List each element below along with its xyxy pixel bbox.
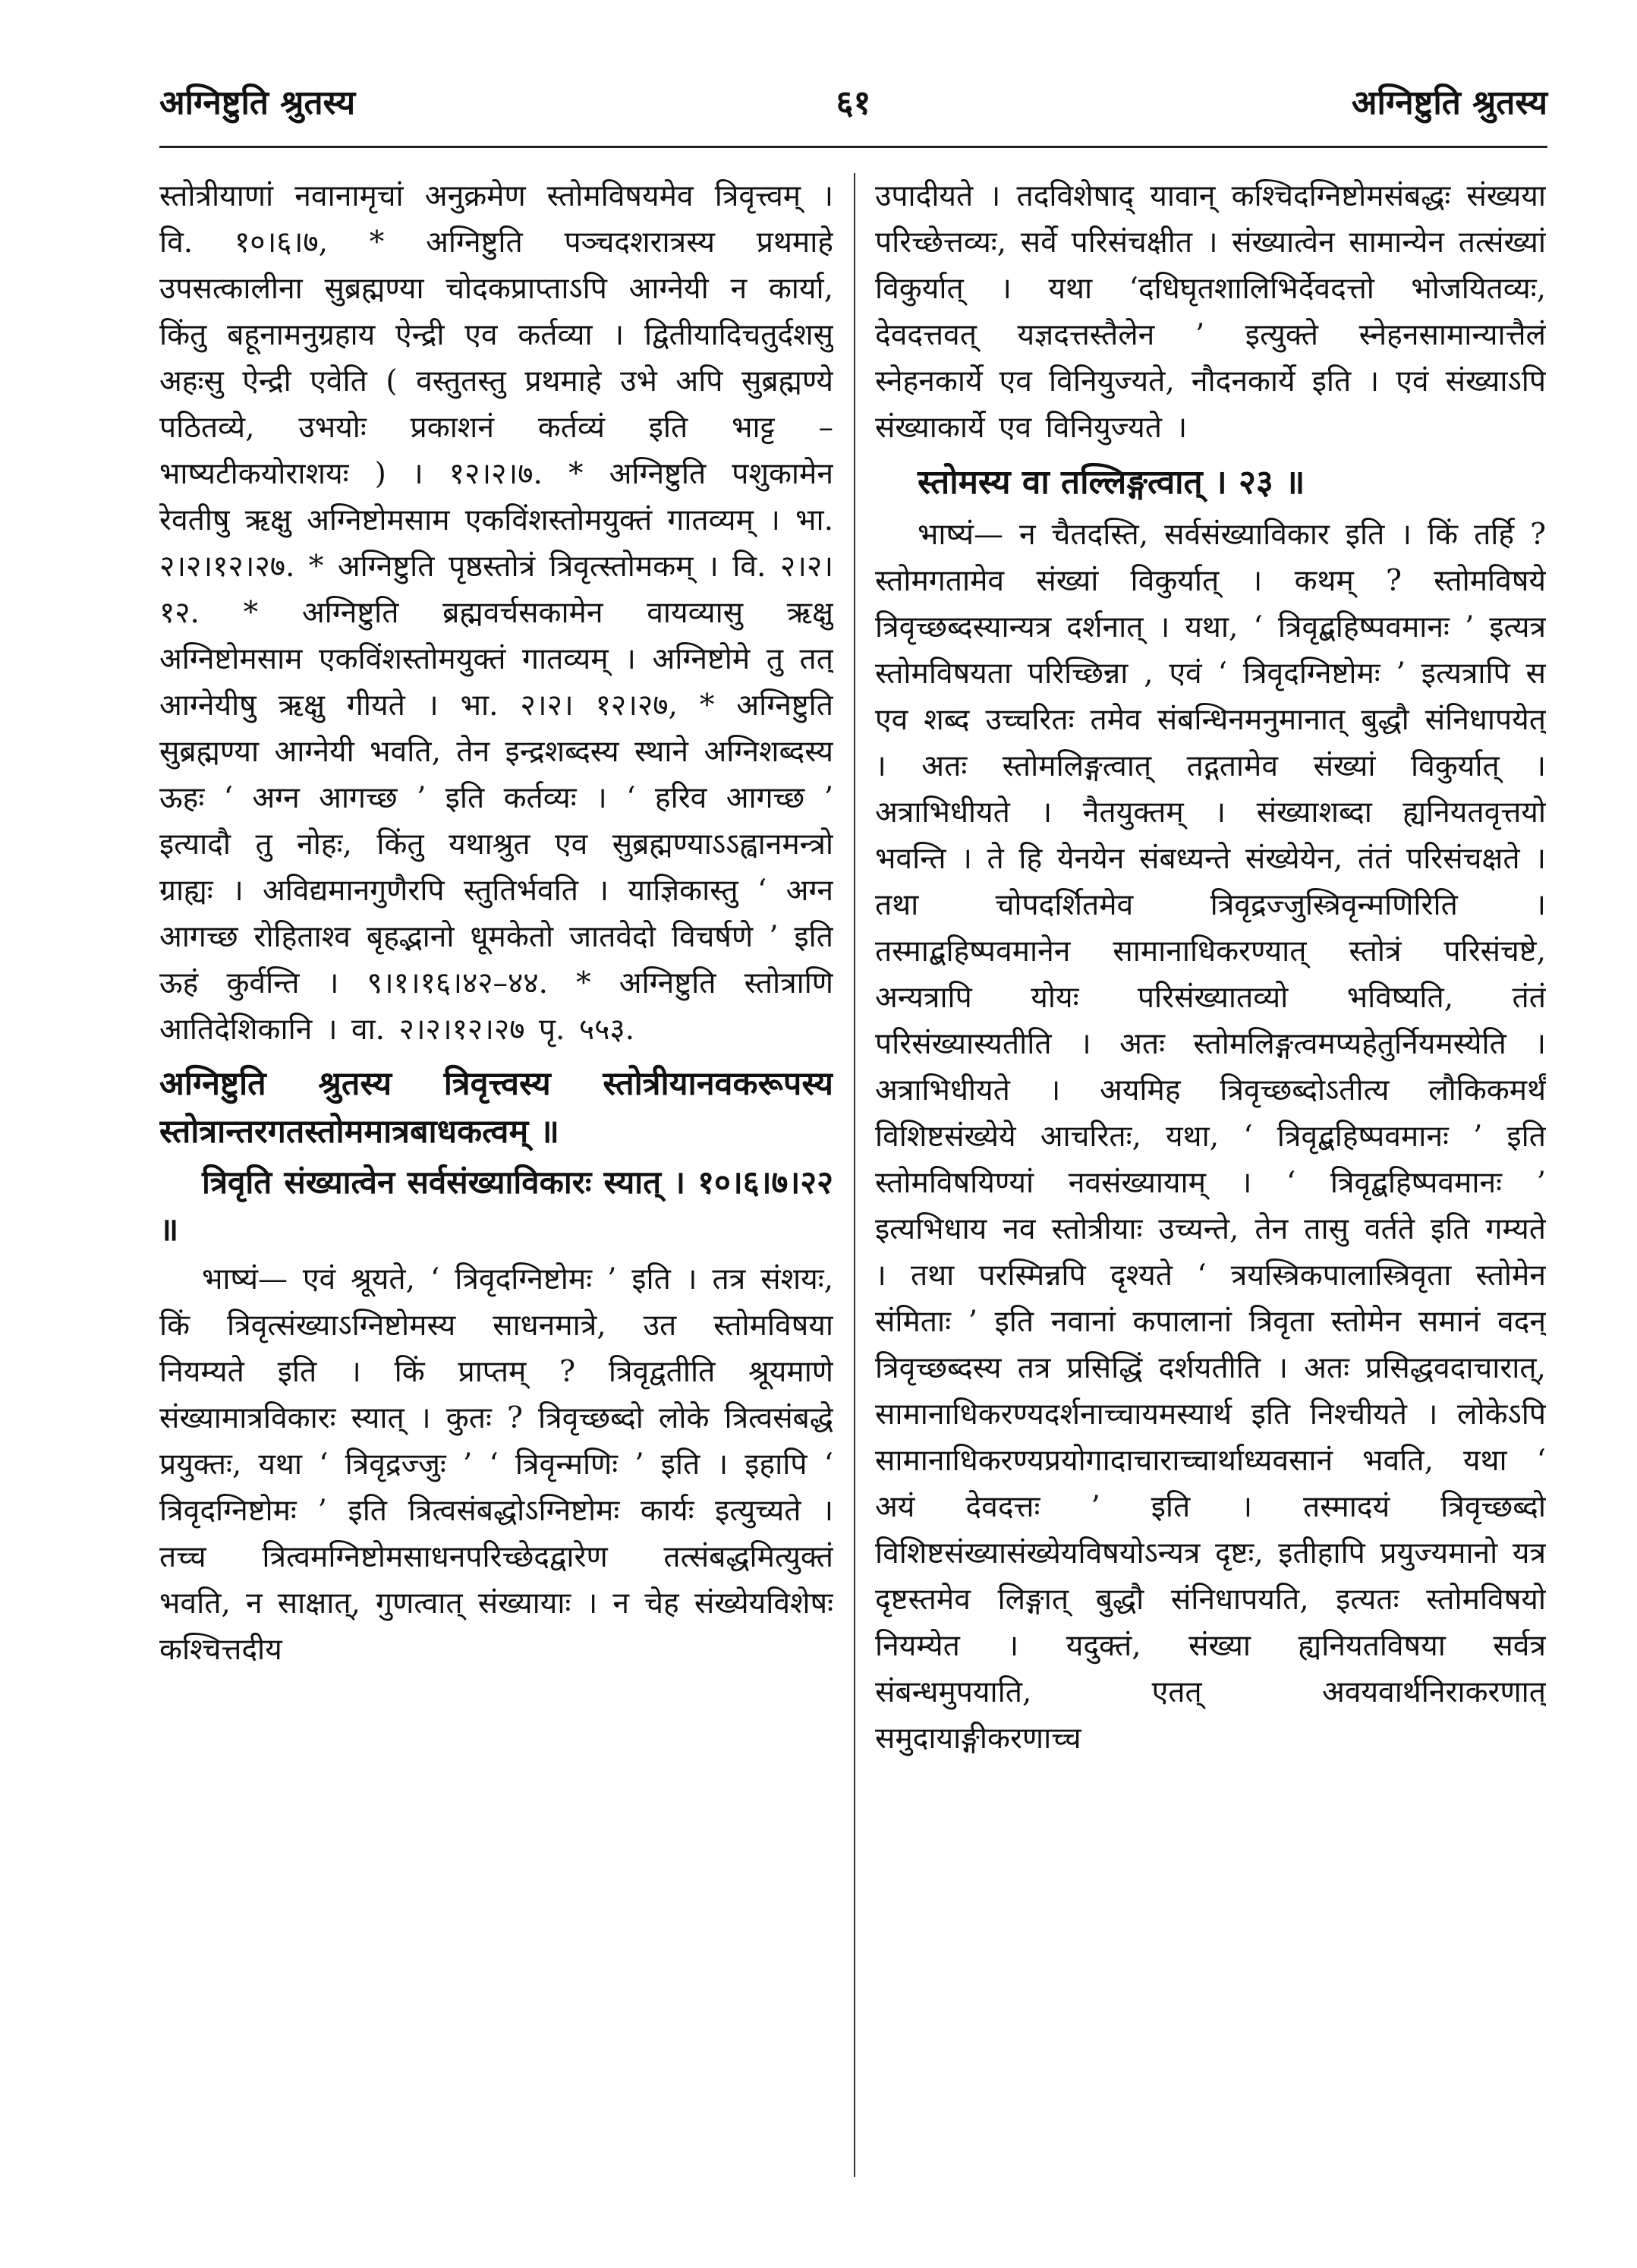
left-bhashya: भाष्यं— एवं श्रूयते, ‘ त्रिवृदग्निष्टोमः ’ इति । तत्र संशयः, किं त्रिवृत्संख्याऽग्निष्टोमस्य साधनमात्रे, उत स्तोमविषया नियम्यते इति । किं प्राप्तम् ? त्रिवृद्वतीति श्रूयमाणे संख्यामात्रविकारः स्यात् । कुतः ? त्रिवृच्छब्दो लोके त्रित्वसंबद्धे प्रयुक्तः, यथा ‘ त्रिवृद्रज्जुः ’ ‘ त्रिवृन्मणिः ’ इति । इहापि ‘ त्रिवृदग्निष्टोमः ’ इति त्रित्वसंबद्धोऽग्निष्टोमः कार्यः इत्युच्यते । तच्च त्रित्वमग्निष्टोमसाधनपरिच्छेदद्वारेण तत्संबद्धमित्युक्तं भवति, न साक्षात्, गुणत्वात् संख्यायाः । न चेह संख्येयविशेषः कश्चित्तदीय xyxy=(159,1262,833,1667)
left-column xyxy=(159,173,833,2178)
page-header xyxy=(159,79,1547,147)
column-divider xyxy=(854,173,855,2177)
sutra-22: त्रिवृति संख्यात्वेन सर्वसंख्याविकारः स्यात् । १०।६।७।२२ ॥ xyxy=(159,1164,833,1248)
running-title-right: अग्निष्टुति श्रुतस्य xyxy=(1351,83,1547,122)
running-title-left: अग्निष्टुति श्रुतस्य xyxy=(159,83,356,122)
adhikarana-heading: अग्निष्टुति श्रुतस्य त्रिवृत्त्वस्य स्तोत्रीयानवकरूपस्य स्तोत्रान्तरगतस्तोममात्रबाधकत्वम् ॥ xyxy=(159,1065,833,1151)
left-paragraph-notes: स्तोत्रीयाणां नवानामृचां अनुक्रमेण स्तोमविषयमेव त्रिवृत्त्वम् । वि. १०।६।७, * अग्निष्टुति पञ्चदशरात्रस्य प्रथमाहे उपसत्कालीना सुब्रह्मण्या चोदकप्राप्ताऽपि आग्नेयी न कार्या, किंतु बहूनामनुग्रहाय ऐन्द्री एव कर्तव्या । द्वितीयादिचतुर्दशसु अहःसु ऐन्द्री एवेति ( वस्तुतस्तु प्रथमाहे उभे अपि सुब्रह्मण्ये पठितव्ये, उभयोः प्रकाशनं कर्तव्यं इति भाट्ट – भाष्यटीकयोराशयः ) । १२।२।७. * अग्निष्टुति पशुकामेन रेवतीषु ऋक्षु अग्निष्टोमसाम एकविंशस्तोमयुक्तं गातव्यम् । भा. २।२।१२।२७. * अग्निष्टुति पृष्ठस्तोत्रं त्रिवृत्स्तोमकम् । वि. २।२।१२. * अग्निष्टुति ब्रह्मवर्चसकामेन वायव्यासु ऋक्षु अग्निष्टोमसाम एकविंशस्तोमयुक्तं गातव्यम् । अग्निष्टोमे तु तत् आग्नेयीषु ऋक्षु गीयते । भा. २।२। १२।२७, * अग्निष्टुति सुब्रह्मण्या आग्नेयी भवति, तेन इन्द्रशब्दस्य स्थाने अग्निशब्दस्य ऊहः ‘ अग्न आगच्छ ’ इति कर्तव्यः । ‘ हरिव आगच्छ ’ इत्यादौ तु नोहः, किंतु यथाश्रुत एव सुब्रह्मण्याऽऽह्वानमन्त्रो ग्राह्यः । अविद्यमानगुणैरपि स्तुतिर्भवति । याज्ञिकास्तु ‘ अग्न आगच्छ रोहिताश्व बृहद्भानो धूमकेतो जातवेदो विचर्षणे ’ इति ऊहं कुर्वन्ति । ९।१।१६।४२–४४. * अग्निष्टुति स्तोत्राणि आतिदेशिकानि । वा. २।२।१२।२७ पृ. ५५३. xyxy=(159,179,833,1047)
header-rule xyxy=(159,146,1547,148)
sutra-23: स्तोमस्य वा तल्लिङ्गत्वात् । २३ ॥ xyxy=(918,463,1305,502)
right-column xyxy=(875,173,1546,2178)
page-number: ६१ xyxy=(836,83,871,122)
right-paragraph-continued: उपादीयते । तदविशेषाद् यावान् कश्चिदग्निष्टोमसंबद्धः संख्यया परिच्छेत्तव्यः, सर्वे परिसंचक्षीत । संख्यात्वेन सामान्येन तत्संख्यां विकुर्यात् । यथा ‘दधिघृतशालिभिर्देवदत्तो भोजयितव्यः, देवदत्तवत् यज्ञदत्तस्तैलेन ’ इत्युक्ते स्नेहनसामान्यात्तैलं स्नेहनकार्ये एव विनियुज्यते, नौदनकार्ये इति । एवं संख्याऽपि संख्याकार्ये एव विनियुज्यते । xyxy=(875,179,1546,445)
right-bhashya: भाष्यं— न चैतदस्ति, सर्वसंख्याविकार इति । किं तर्हि ? स्तोमगतामेव संख्यां विकुर्यात् । कथम् ? स्तोमविषये त्रिवृच्छब्दस्यान्यत्र दर्शनात् । यथा, ‘ त्रिवृद्बहिष्पवमानः ’ इत्यत्र स्तोमविषयता परिच्छिन्ना , एवं ‘ त्रिवृदग्निष्टोमः ’ इत्यत्रापि स एव शब्द उच्चरितः तमेव संबन्धिनमनुमानात् बुद्धौ संनिधापयेत् । अतः स्तोमलिङ्गत्वात् तद्गतामेव संख्यां विकुर्यात् । अत्राभिधीयते । नैतयुक्तम् । संख्याशब्दा ह्यनियतवृत्तयो भवन्ति । ते हि येनयेन संबध्यन्ते संख्येयेन, तंतं परिसंचक्षते । तथा चोपदर्शितमेव त्रिवृद्रज्जुस्त्रिवृन्मणिरिति । तस्माद्बहिष्पवमानेन सामानाधिकरण्यात् स्तोत्रं परिसंचष्टे, अन्यत्रापि योयः परिसंख्यातव्यो भविष्यति, तंतं परिसंख्यास्यतीति । अतः स्तोमलिङ्गत्वमप्यहेतुर्नियमस्येति । अत्राभिधीयते । अयमिह त्रिवृच्छब्दोऽतीत्य लौकिकमर्थं विशिष्टसंख्येये आचरितः, यथा, ‘ त्रिवृद्बहिष्पवमानः ’ इति स्तोमविषयिण्यां नवसंख्यायाम् । ‘ त्रिवृद्बहिष्पवमानः ’ इत्यभिधाय नव स्तोत्रीयाः उच्यन्ते, तेन तासु वर्तते इति गम्यते । तथा परस्मिन्नपि दृश्यते ‘ त्रयस्त्रिकपालास्त्रिवृता स्तोमेन संमिताः ’ इति नवानां कपालानां त्रिवृता स्तोमेन समानं वदन् त्रिवृच्छब्दस्य तत्र प्रसिद्धिं दर्शयतीति । अतः प्रसिद्धवदाचारात्, सामानाधिकरण्यदर्शनाच्चायमस्यार्थ इति निश्चीयते । लोकेऽपि सामानाधिकरण्यप्रयोगादाचाराच्चार्थाध्यवसानं भवति, यथा ‘ अयं देवदत्तः ’ इति । तस्मादयं त्रिवृच्छब्दो विशिष्टसंख्यासंख्येयविषयोऽन्यत्र दृष्टः, इतीहापि प्रयुज्यमानो यत्र दृष्टस्तमेव लिङ्गात् बुद्धौ संनिधापयति, इत्यतः स्तोमविषयो नियम्येत । यदुक्तं, संख्या ह्यनियतविषया सर्वत्र संबन्धमुपयाति, एतत् अवयवार्थनिराकरणात् समुदायाङ्गीकरणाच्च xyxy=(875,518,1546,1756)
